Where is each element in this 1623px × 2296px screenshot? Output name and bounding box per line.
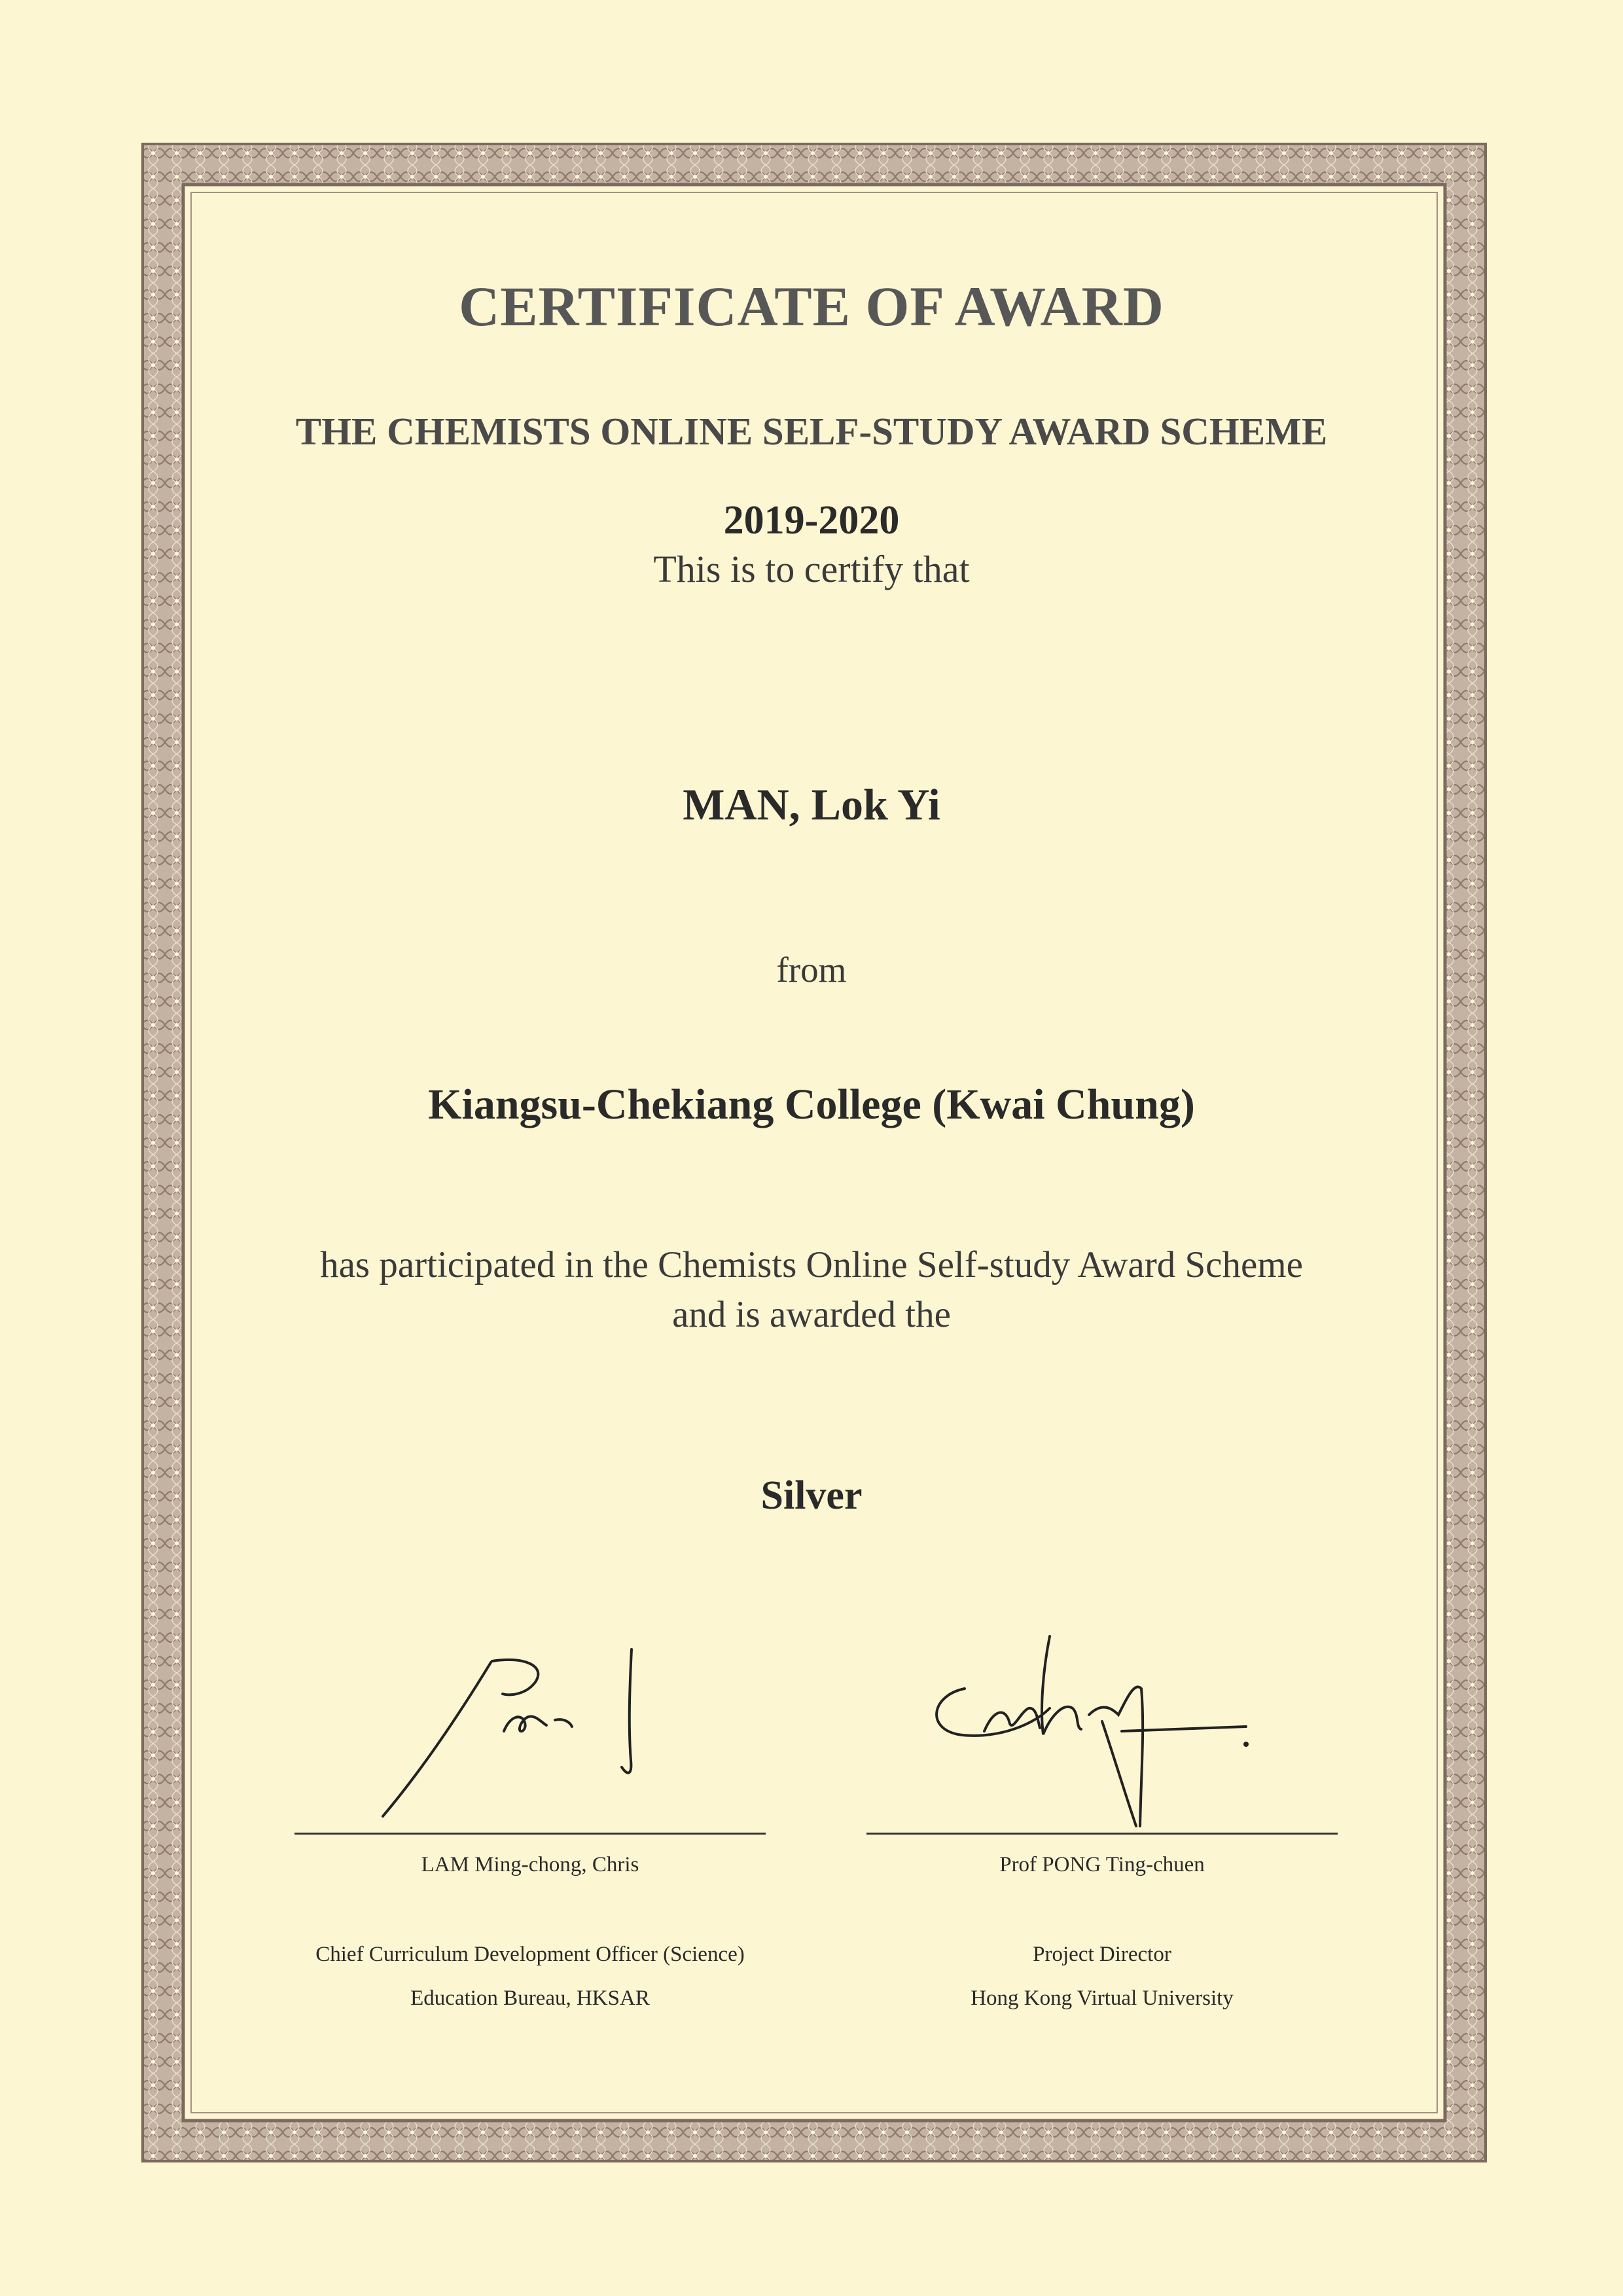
from-label: from (776, 950, 847, 990)
award-level: Silver (760, 1473, 863, 1518)
certificate-title: CERTIFICATE OF AWARD (459, 275, 1164, 338)
signatory-organization: Hong Kong Virtual University (971, 1986, 1234, 2010)
awarded-statement: and is awarded the (672, 1294, 951, 1335)
signature-line-right (866, 1833, 1338, 1835)
signatory-name: LAM Ming-chong, Chris (421, 1853, 639, 1876)
signatory-organization: Education Bureau, HKSAR (410, 1986, 650, 2010)
signature-right (853, 1610, 1351, 1833)
scheme-name: THE CHEMISTS ONLINE SELF-STUDY AWARD SCHEME (295, 410, 1328, 453)
signature-line-left (294, 1833, 766, 1835)
signature-left (281, 1610, 779, 1833)
school-name: Kiangsu-Chekiang College (Kwai Chung) (428, 1081, 1195, 1128)
signatory-name: Prof PONG Ting-chuen (999, 1853, 1205, 1876)
participation-statement: has participated in the Chemists Online Self-study Award Scheme (320, 1244, 1303, 1285)
recipient-name: MAN, Lok Yi (683, 780, 940, 829)
signatory-right (853, 1610, 1351, 2011)
signatory-title: Chief Curriculum Development Officer (Science) (315, 1943, 745, 1966)
certify-statement: This is to certify that (653, 548, 970, 590)
award-year: 2019-2020 (723, 498, 900, 543)
signatory-title: Project Director (1033, 1943, 1171, 1966)
signatory-left (281, 1610, 779, 2011)
